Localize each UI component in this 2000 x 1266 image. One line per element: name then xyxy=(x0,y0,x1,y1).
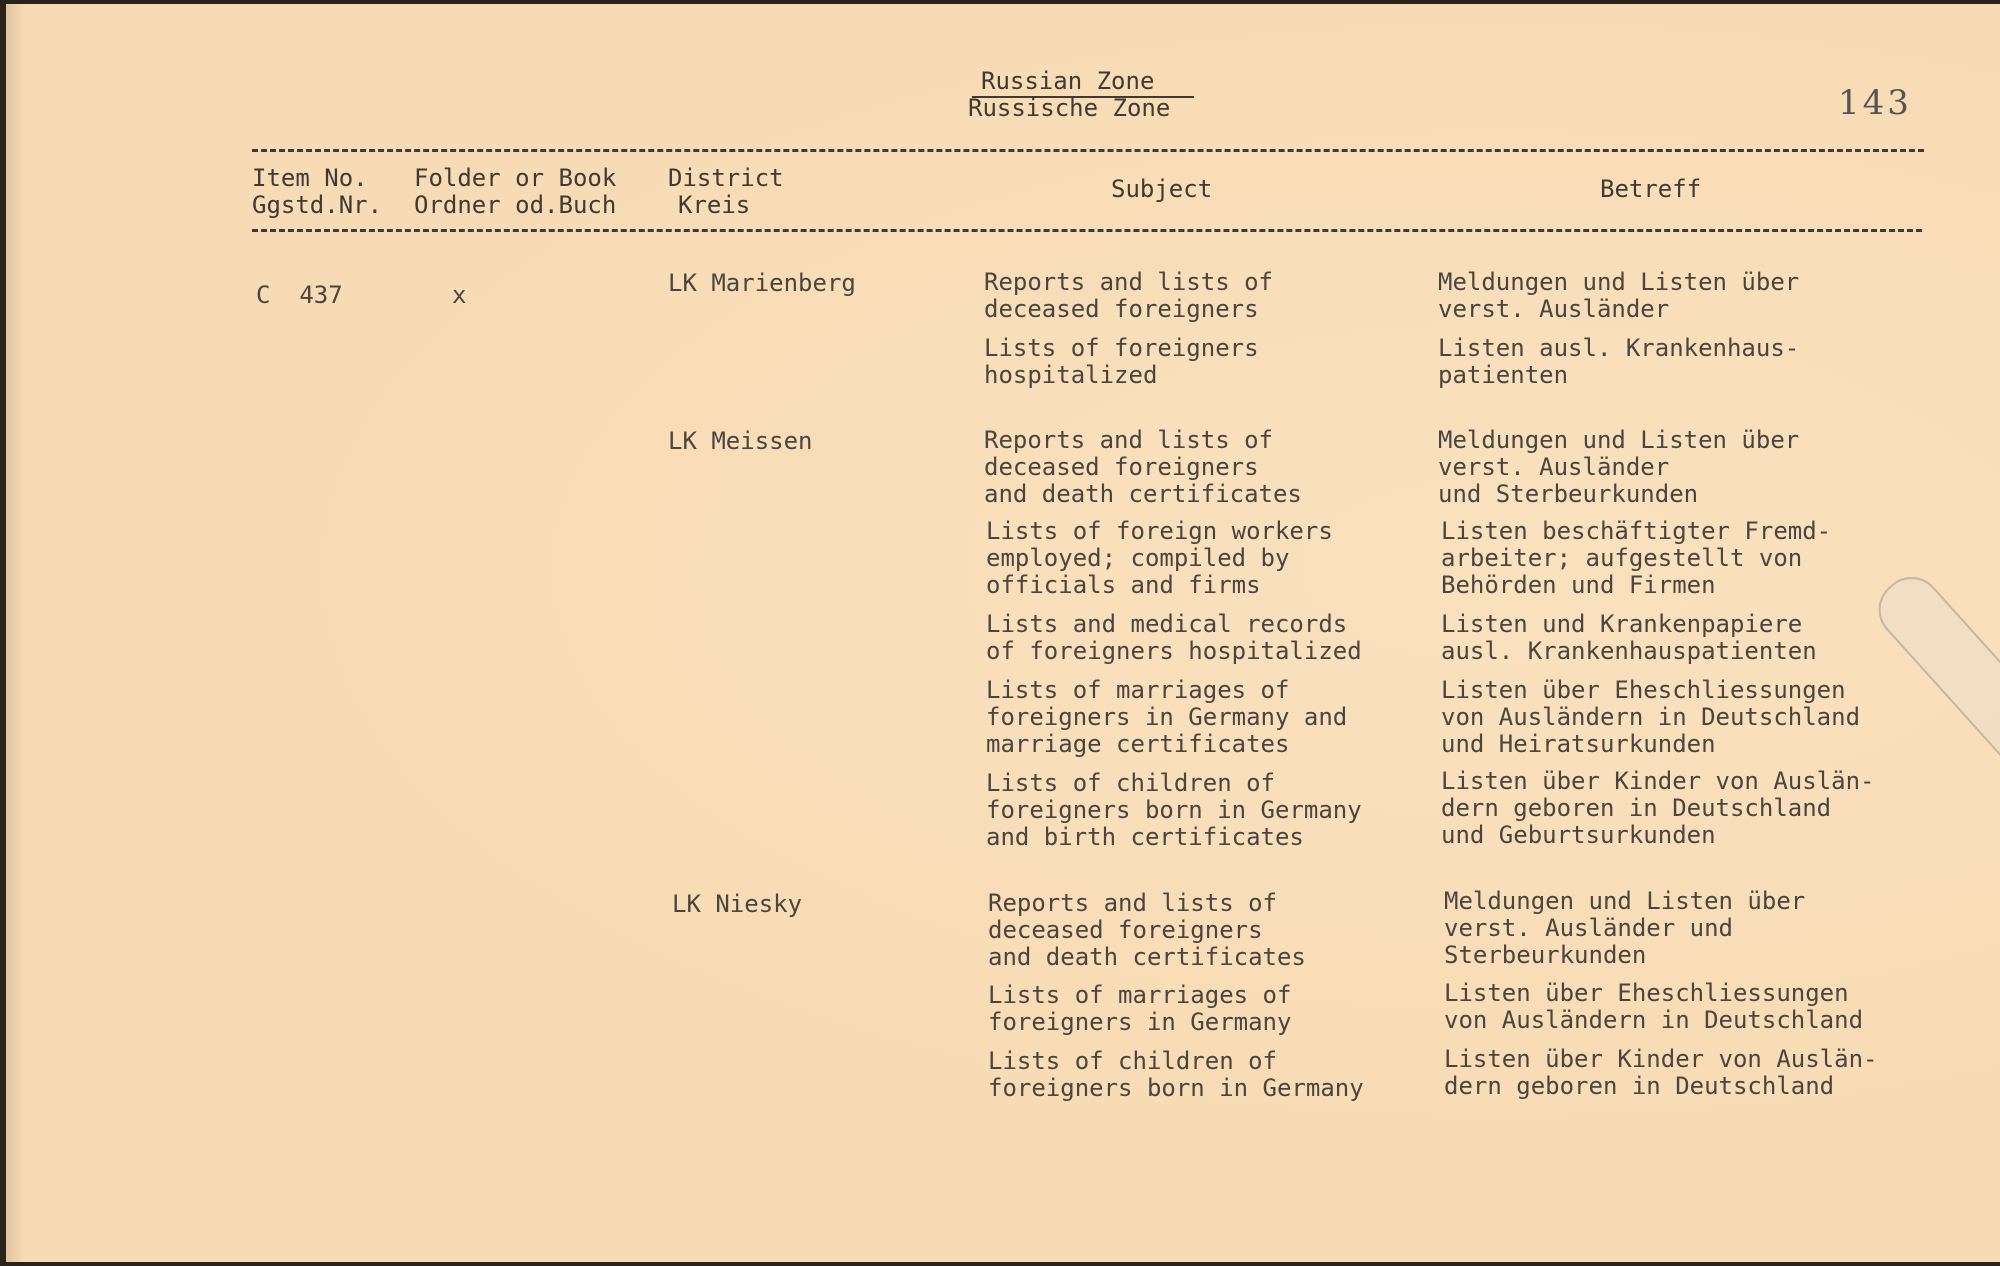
zone-title-german: Russische Zone xyxy=(968,94,1171,122)
betreff-entry: Listen und Krankenpapiere ausl. Krankenhauspatienten xyxy=(1441,610,1817,665)
subject-entry: Lists and medical records of foreigners hospitalized xyxy=(986,610,1362,665)
page-number: 143 xyxy=(1838,83,1912,123)
paper-clip xyxy=(1866,565,2000,804)
document-page xyxy=(6,4,2000,1262)
betreff-entry: Listen ausl. Krankenhaus- patienten xyxy=(1438,334,1800,389)
subject-entry: Lists of foreign workers employed; compiled by officials and firms xyxy=(986,517,1333,599)
betreff-entry: Listen über Eheschliessungen von Ausländern in Deutschland und Heiratsurkunden xyxy=(1441,676,1861,758)
column-header-subject: Subject xyxy=(1111,175,1213,203)
column-header-folder-or-book: Folder or Book xyxy=(414,164,617,192)
betreff-entry: Listen über Kinder von Auslän- dern geboren in Deutschland und Geburtsurkunden xyxy=(1441,767,1875,849)
subject-entry: Lists of foreigners hospitalized xyxy=(984,334,1259,389)
column-header-betreff: Betreff xyxy=(1600,175,1702,203)
betreff-entry: Meldungen und Listen über verst. Ausländer und Sterbeurkunden xyxy=(1438,426,1800,508)
column-header-ordner: Ordner od.Buch xyxy=(414,191,617,219)
betreff-entry: Listen über Kinder von Auslän- dern geboren in Deutschland xyxy=(1444,1045,1878,1100)
district-name: LK Meissen xyxy=(668,427,813,455)
column-header-district: District xyxy=(668,164,784,192)
column-header-ggstd-nr: Ggstd.Nr. xyxy=(252,191,383,219)
subject-entry: Lists of children of foreigners born in Germany and birth certificates xyxy=(986,769,1362,851)
district-name: LK Marienberg xyxy=(668,269,856,297)
subject-entry: Lists of children of foreigners born in Germany xyxy=(988,1047,1364,1102)
zone-title-english: Russian Zone xyxy=(981,67,1155,95)
column-header-kreis: Kreis xyxy=(678,191,751,219)
folder-mark: x xyxy=(452,281,467,309)
item-number: C 437 xyxy=(256,281,343,309)
betreff-entry: Meldungen und Listen über verst. Ausländer xyxy=(1438,268,1800,323)
betreff-entry: Listen über Eheschliessungen von Ausländern in Deutschland xyxy=(1444,979,1864,1034)
betreff-entry: Listen beschäftigter Fremd- arbeiter; aufgestellt von Behörden und Firmen xyxy=(1441,517,1832,599)
district-name: LK Niesky xyxy=(672,890,803,918)
header-top-rule xyxy=(252,149,1924,152)
header-bottom-rule xyxy=(252,229,1922,232)
subject-entry: Lists of marriages of foreigners in Germany xyxy=(988,981,1292,1036)
subject-entry: Reports and lists of deceased foreigners xyxy=(984,268,1273,323)
subject-entry: Lists of marriages of foreigners in Germany and marriage certificates xyxy=(986,676,1348,758)
column-header-item-no: Item No. xyxy=(252,164,368,192)
betreff-entry: Meldungen und Listen über verst. Ausländer und Sterbeurkunden xyxy=(1444,887,1806,969)
subject-entry: Reports and lists of deceased foreigners and death certificates xyxy=(988,889,1306,971)
subject-entry: Reports and lists of deceased foreigners and death certificates xyxy=(984,426,1302,508)
